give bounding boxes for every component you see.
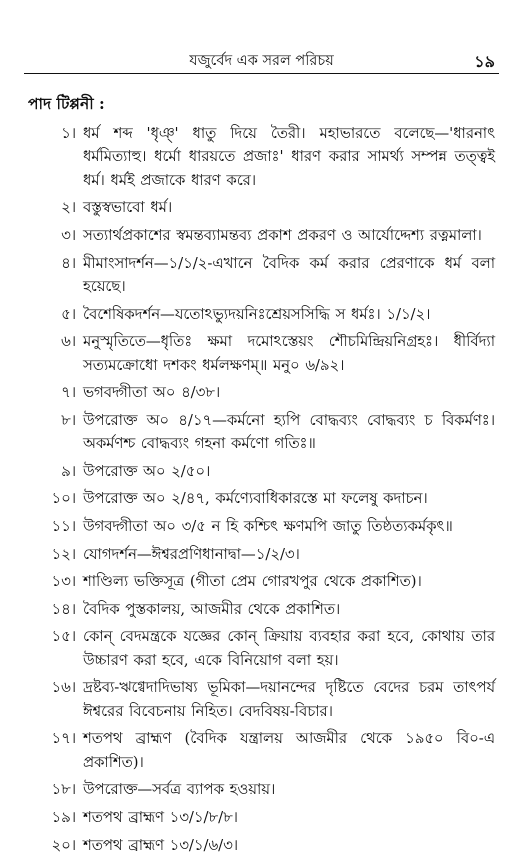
footnote-item xyxy=(28,303,495,326)
footnote-text: উপরোক্ত অ০ ২/৫০। xyxy=(83,462,211,480)
footnote-item xyxy=(28,122,495,192)
footnote-text: উপরোক্ত—সর্বত্র ব্যাপক হওয়ায়। xyxy=(83,781,276,799)
footnote-item xyxy=(28,570,495,593)
footnote-item xyxy=(28,543,495,566)
footnotes-heading: পাদ টিপ্পনী : xyxy=(28,94,105,113)
header-rule xyxy=(24,73,499,74)
footnote-number: ৭। xyxy=(61,384,76,402)
footnote-number: ১০। xyxy=(51,490,76,508)
footnote-text: সত্যার্থপ্রকাশের স্বমন্তব্যামন্তব্য প্রকাশ প্রকরণ ও আর্যোদ্দেশ্য রত্নমালা। xyxy=(83,227,482,244)
footnote-number: ১৪। xyxy=(51,600,76,618)
footnote-text: মীমাংসাদর্শন—১/১/২-এখানে বৈদিক কর্ম করার প্রেরণাকে ধর্ম বলা হয়েছে। xyxy=(83,254,495,295)
footnote-number: ১৩। xyxy=(51,573,76,591)
footnote-item xyxy=(28,625,495,672)
footnote-item xyxy=(28,676,495,723)
footnote-text: বৈদিক পুস্তকালয়, আজমীর থেকে প্রকাশিত। xyxy=(83,600,341,618)
footnote-text: উগবদ্গীতা অ০ ৩/৫ ন হি কশ্চিৎ ক্ষণমপি জাতু তিষ্ঠত্যকর্মকৃৎ॥ xyxy=(83,517,453,535)
footnote-text: বস্তুস্বভাবো ধর্ম। xyxy=(83,199,173,217)
footnote-text: ভগবদ্গীতা অ০ ৪/৩৮। xyxy=(83,384,221,402)
footnote-item xyxy=(28,196,495,219)
footnote-number: ৯। xyxy=(61,462,76,480)
footnote-item xyxy=(28,727,495,774)
footnote-item xyxy=(28,330,495,377)
footnote-text: কোন্ বেদমন্ত্রকে যজ্ঞের কোন্ ক্রিয়ায় ব্যবহার করা হবে, কোথায় তার উচ্চারণ করা হবে, একে বিনিয়োগ বলা হয়। xyxy=(83,628,495,669)
footnote-number: ১৯। xyxy=(51,808,76,826)
footnote-text: উপরোক্ত অ০ ৪/১৭—কর্মনো হ্যপি বোদ্ধব্যং বোদ্ধব্যং চ বিকর্মণঃ। অকর্মণশ্চ বোদ্ধব্যং গহনা কর্মণো গতিঃ॥ xyxy=(83,411,495,453)
footnote-number: ২০। xyxy=(51,836,76,854)
footnote-item xyxy=(28,381,495,404)
footnote-text: শতপথ ব্রাহ্মণ (বৈদিক যন্ত্রালয় আজমীর থেকে ১৯৫০ বি০-এ প্রকাশিত)। xyxy=(83,730,495,771)
footnote-text: বৈশেষিকদর্শন—যতোঽভ্যুদয়নিঃশ্রেয়সসিদ্ধি স ধর্মঃ। ১/১/২। xyxy=(83,305,431,323)
footnote-number: ৩। xyxy=(61,227,76,244)
footnote-text: যোগদর্শন—ঈশ্বরপ্রণিধানাদ্বা—১/২/৩। xyxy=(83,545,300,563)
footnote-number: ৮। xyxy=(61,411,76,429)
footnote-text: শাণ্ডিল্য ভক্তিসূত্র (গীতা প্রেম গোরখপুর থেকে প্রকাশিত)। xyxy=(83,573,422,591)
footnote-number: ১৬। xyxy=(51,679,76,697)
footnote-number: ১৮। xyxy=(51,781,76,799)
footnote-text: উপরোক্ত অ০ ২/৪৭, কর্মণ্যেবাধিকারস্তে মা ফলেষু কদাচন। xyxy=(83,490,428,508)
footnote-number: ১১। xyxy=(51,517,76,535)
footnote-number: ২। xyxy=(61,199,76,217)
footnote-number: ৪। xyxy=(61,254,76,272)
footnote-item xyxy=(28,252,495,299)
footnote-text: ধর্ম শব্দ 'ধৃঞ্' ধাতু দিয়ে তৈরী। মহাভারতে বলেছে—'ধারনাৎ ধর্মমিত্যাহু। ধর্মো ধারয়তে প্রজাঃ' ধারণ করার সামর্থ্য সম্পন্ন তত্ত্বই ধর্ম। ধর্মই প্রজাকে ধারণ করে। xyxy=(83,125,495,189)
footnote-item xyxy=(28,487,495,510)
footnote-number: ১৫। xyxy=(51,628,76,646)
footnote-text: শতপথ ব্রাহ্মণ ১৩/১/৮/৮। xyxy=(83,808,238,826)
footnote-number: ৬। xyxy=(61,333,76,351)
footnote-text: দ্রষ্টব্য-ঋগ্বেদাদিভাষ্য ভূমিকা—দয়ানন্দের দৃষ্টিতে বেদের চরম তাৎপর্য ঈশ্বরের বিবেচনায় নিহিত। বেদবিষয়-বিচার। xyxy=(83,679,495,720)
footnote-item xyxy=(28,778,495,801)
footnote-item xyxy=(28,409,495,456)
running-header-title: যজুর্বেদ এক সরল পরিচয় xyxy=(189,53,334,69)
footnote-number: ১২। xyxy=(51,545,76,563)
footnote-item xyxy=(28,598,495,621)
footnote-text: মনুস্মৃতিতে—ধৃতিঃ ক্ষমা দমোঽস্তেয়ং শৌচমিন্দ্রিয়নিগ্রহঃ। ধীর্বিদ্যা সত্যমক্রোধো দশকং ধর্মলক্ষণম্॥ মনু০ ৬/৯২। xyxy=(83,333,495,374)
footnote-text: শতপথ ব্রাহ্মণ ১৩/১/৬/৩। xyxy=(83,836,238,854)
footnote-item xyxy=(28,834,495,857)
footnote-item xyxy=(28,515,495,538)
footnotes-list xyxy=(28,122,495,861)
page-number: ১৯ xyxy=(474,52,495,71)
footnote-number: ১। xyxy=(61,125,76,142)
footnote-item xyxy=(28,460,495,483)
running-header xyxy=(24,46,499,74)
footnote-number: ১৭। xyxy=(51,730,76,748)
footnote-item xyxy=(28,224,495,247)
footnote-number: ৫। xyxy=(61,305,76,323)
footnote-item xyxy=(28,806,495,829)
